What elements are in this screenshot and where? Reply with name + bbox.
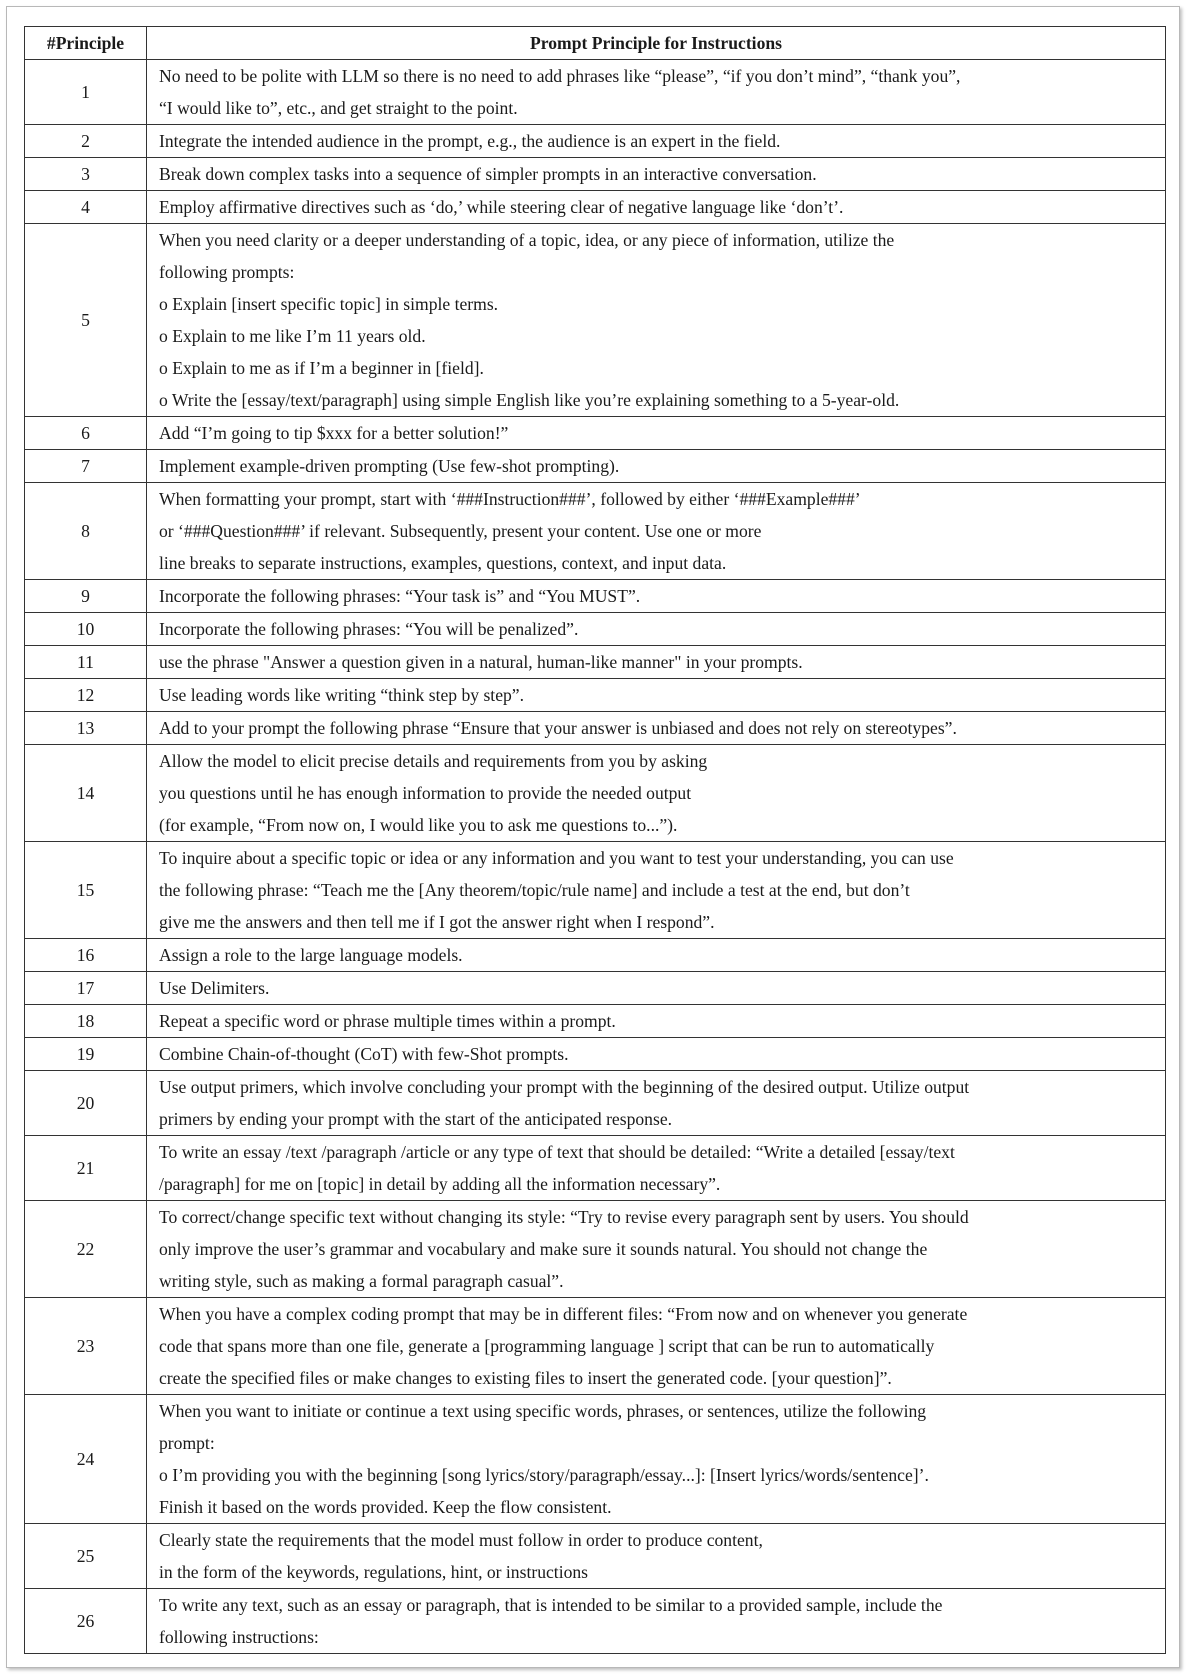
principle-text-line: following instructions:	[159, 1627, 319, 1647]
principle-text-line: To write any text, such as an essay or paragraph, that is intended to be similar to a provided sample, include the	[159, 1595, 943, 1615]
principle-text-line: line breaks to separate instructions, examples, questions, context, and input data.	[159, 553, 727, 573]
principle-text-line: writing style, such as making a formal paragraph casual”.	[159, 1271, 564, 1291]
principle-text-line: you questions until he has enough information to provide the needed output	[159, 783, 692, 803]
principle-number: 11	[25, 646, 147, 679]
principle-text-line: Allow the model to elicit precise details and requirements from you by asking	[159, 751, 708, 771]
principle-number: 18	[25, 1005, 147, 1038]
principle-text-line: o Write the [essay/text/paragraph] using simple English like you’re explaining something to a 5-year-old.	[159, 390, 900, 410]
principle-text-line: Break down complex tasks into a sequence of simpler prompts in an interactive conversation.	[159, 164, 817, 184]
table-row	[25, 679, 1166, 712]
header-principle-number: #Principle	[25, 27, 147, 60]
principle-text-line: Finish it based on the words provided. Keep the flow consistent.	[159, 1497, 612, 1517]
principle-text	[147, 1524, 1166, 1589]
table-row	[25, 972, 1166, 1005]
principle-text	[147, 125, 1166, 158]
principle-text-line: (for example, “From now on, I would like you to ask me questions to...”).	[159, 815, 678, 835]
principle-text	[147, 417, 1166, 450]
table-row	[25, 1395, 1166, 1524]
table-row	[25, 842, 1166, 939]
principle-text	[147, 939, 1166, 972]
table-header-row	[25, 27, 1166, 60]
principle-text-line: primers by ending your prompt with the start of the anticipated response.	[159, 1109, 673, 1129]
principle-text-line: Use Delimiters.	[159, 978, 270, 998]
principle-text-line: Clearly state the requirements that the model must follow in order to produce content,	[159, 1530, 763, 1550]
principle-text	[147, 158, 1166, 191]
principle-text-line: When you have a complex coding prompt that may be in different files: “From now and on whenever you generate	[159, 1304, 968, 1324]
table-row	[25, 580, 1166, 613]
table-row	[25, 1038, 1166, 1071]
principle-text	[147, 191, 1166, 224]
principle-number: 20	[25, 1071, 147, 1136]
table-row	[25, 1201, 1166, 1298]
principle-text-line: Incorporate the following phrases: “You will be penalized”.	[159, 619, 579, 639]
table-row	[25, 939, 1166, 972]
table-row	[25, 60, 1166, 125]
principle-text	[147, 1005, 1166, 1038]
principle-number: 8	[25, 483, 147, 580]
principle-text-line: Repeat a specific word or phrase multiple times within a prompt.	[159, 1011, 616, 1031]
principle-text-line: the following phrase: “Teach me the [Any theorem/topic/rule name] and include a test at the end, but don’t	[159, 880, 910, 900]
principle-text-line: Use leading words like writing “think step by step”.	[159, 685, 525, 705]
principle-text-line: code that spans more than one file, generate a [programming language ] script that can be run to automatically	[159, 1336, 935, 1356]
principle-number: 10	[25, 613, 147, 646]
principle-text	[147, 450, 1166, 483]
principle-text	[147, 613, 1166, 646]
principles-table	[24, 26, 1166, 1654]
principle-number: 1	[25, 60, 147, 125]
table-row	[25, 125, 1166, 158]
principle-text	[147, 712, 1166, 745]
principle-text	[147, 1038, 1166, 1071]
principle-number: 12	[25, 679, 147, 712]
principle-text	[147, 224, 1166, 417]
principle-text	[147, 679, 1166, 712]
header-prompt-principle: Prompt Principle for Instructions	[147, 27, 1166, 60]
principle-text	[147, 745, 1166, 842]
principle-text-line: To inquire about a specific topic or idea or any information and you want to test your understanding, you can use	[159, 848, 954, 868]
table-row	[25, 1589, 1166, 1654]
principle-text	[147, 1298, 1166, 1395]
table-row	[25, 158, 1166, 191]
principle-text-line: in the form of the keywords, regulations, hint, or instructions	[159, 1562, 589, 1582]
principle-number: 7	[25, 450, 147, 483]
principle-text-line: When formatting your prompt, start with ‘###Instruction###’, followed by either ‘###Example###’	[159, 489, 861, 509]
principle-text-line: give me the answers and then tell me if I got the answer right when I respond”.	[159, 912, 715, 932]
table-row	[25, 646, 1166, 679]
principle-text-line: prompt:	[159, 1433, 215, 1453]
table-row	[25, 417, 1166, 450]
table-row	[25, 613, 1166, 646]
principle-number: 17	[25, 972, 147, 1005]
principle-number: 21	[25, 1136, 147, 1201]
principle-text-line: o Explain to me like I’m 11 years old.	[159, 326, 426, 346]
principle-text-line: When you want to initiate or continue a text using specific words, phrases, or sentences, utilize the following	[159, 1401, 927, 1421]
principle-number: 16	[25, 939, 147, 972]
principle-text	[147, 1201, 1166, 1298]
principle-number: 14	[25, 745, 147, 842]
principle-text-line: Use output primers, which involve concluding your prompt with the beginning of the desired output. Utilize output	[159, 1077, 970, 1097]
principle-number: 19	[25, 1038, 147, 1071]
principle-number: 26	[25, 1589, 147, 1654]
principle-text-line: Combine Chain-of-thought (CoT) with few-Shot prompts.	[159, 1044, 569, 1064]
principle-number: 15	[25, 842, 147, 939]
principle-number: 9	[25, 580, 147, 613]
table-row	[25, 483, 1166, 580]
principle-number: 22	[25, 1201, 147, 1298]
principle-text	[147, 972, 1166, 1005]
principle-text	[147, 1395, 1166, 1524]
table-row	[25, 1136, 1166, 1201]
principle-text-line: /paragraph] for me on [topic] in detail by adding all the information necessary”.	[159, 1174, 721, 1194]
table-row	[25, 1298, 1166, 1395]
principle-text	[147, 580, 1166, 613]
principle-text-line: Incorporate the following phrases: “Your task is” and “You MUST”.	[159, 586, 641, 606]
table-row	[25, 450, 1166, 483]
table-row	[25, 745, 1166, 842]
principle-text-line: following prompts:	[159, 262, 295, 282]
principle-text-line: Assign a role to the large language models.	[159, 945, 463, 965]
table-row	[25, 191, 1166, 224]
principle-text	[147, 1071, 1166, 1136]
principle-text	[147, 842, 1166, 939]
principle-text-line: Employ affirmative directives such as ‘do,’ while steering clear of negative language like ‘don’t’.	[159, 197, 844, 217]
principle-text-line: only improve the user’s grammar and vocabulary and make sure it sounds natural. You should not change the	[159, 1239, 928, 1259]
table-body	[25, 60, 1166, 1654]
table-row	[25, 1071, 1166, 1136]
principle-text-line: No need to be polite with LLM so there is no need to add phrases like “please”, “if you don’t mind”, “thank you”,	[159, 66, 961, 86]
table-row	[25, 1524, 1166, 1589]
principle-text	[147, 60, 1166, 125]
principle-text	[147, 483, 1166, 580]
principle-text-line: use the phrase "Answer a question given in a natural, human-like manner" in your prompts.	[159, 652, 803, 672]
principle-number: 4	[25, 191, 147, 224]
principle-text-line: When you need clarity or a deeper understanding of a topic, idea, or any piece of information, utilize the	[159, 230, 895, 250]
principle-text-line: create the specified files or make changes to existing files to insert the generated code. [your question]”.	[159, 1368, 892, 1388]
principle-text-line: Add to your prompt the following phrase “Ensure that your answer is unbiased and does not rely on stereotypes”.	[159, 718, 957, 738]
principle-number: 25	[25, 1524, 147, 1589]
table-row	[25, 224, 1166, 417]
principle-number: 2	[25, 125, 147, 158]
table-image-frame	[6, 6, 1180, 1668]
principle-text-line: To write an essay /text /paragraph /article or any type of text that should be detailed: “Write a detailed [essay/text	[159, 1142, 955, 1162]
principle-number: 6	[25, 417, 147, 450]
principle-text	[147, 1589, 1166, 1654]
principle-number: 24	[25, 1395, 147, 1524]
principle-text-line: o I’m providing you with the beginning [song lyrics/story/paragraph/essay...]: [Insert lyrics/words/sentence]’.	[159, 1465, 929, 1485]
principle-text-line: o Explain [insert specific topic] in simple terms.	[159, 294, 499, 314]
principle-number: 3	[25, 158, 147, 191]
principle-text-line: Integrate the intended audience in the prompt, e.g., the audience is an expert in the field.	[159, 131, 781, 151]
principle-text-line: or ‘###Question###’ if relevant. Subsequently, present your content. Use one or more	[159, 521, 762, 541]
table-row	[25, 1005, 1166, 1038]
table-row	[25, 712, 1166, 745]
principle-text-line: Add “I’m going to tip $xxx for a better solution!”	[159, 423, 509, 443]
principle-number: 5	[25, 224, 147, 417]
principle-number: 13	[25, 712, 147, 745]
principle-text-line: To correct/change specific text without changing its style: “Try to revise every paragraph sent by users. You should	[159, 1207, 969, 1227]
principle-text	[147, 1136, 1166, 1201]
principle-text-line: Implement example-driven prompting (Use few-shot prompting).	[159, 456, 620, 476]
principle-number: 23	[25, 1298, 147, 1395]
principle-text	[147, 646, 1166, 679]
principle-text-line: o Explain to me as if I’m a beginner in [field].	[159, 358, 484, 378]
principle-text-line: “I would like to”, etc., and get straight to the point.	[159, 98, 518, 118]
